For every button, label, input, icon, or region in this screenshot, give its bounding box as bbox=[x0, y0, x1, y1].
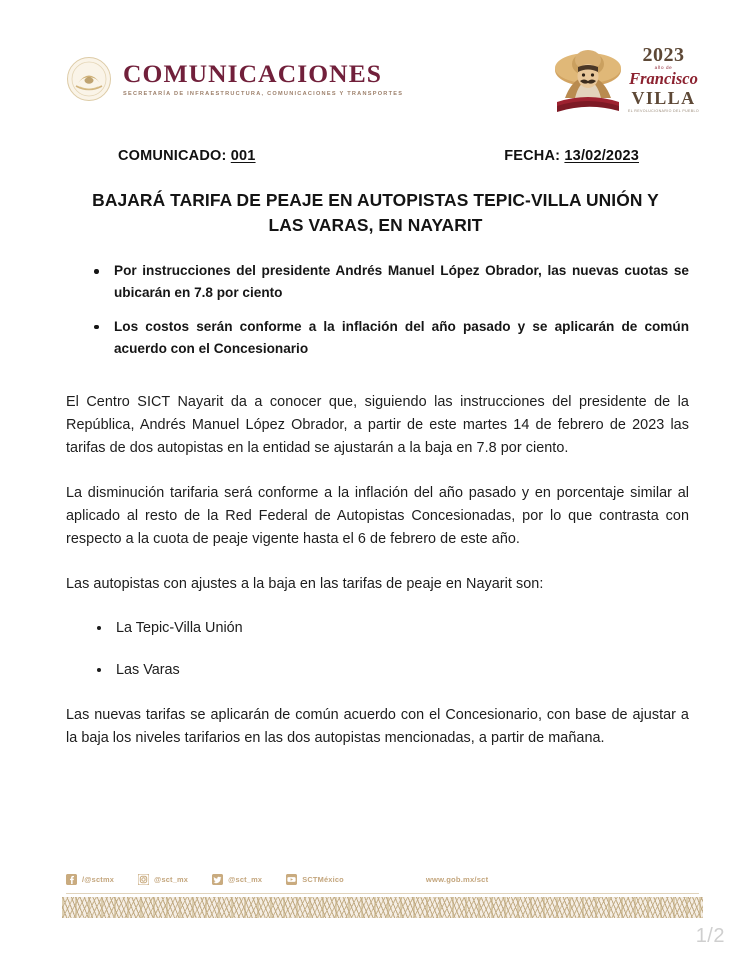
facebook-icon bbox=[66, 874, 77, 885]
social-link-instagram[interactable] bbox=[138, 874, 188, 885]
fecha-label: FECHA: bbox=[504, 148, 561, 164]
youtube-handle: SCTMéxico bbox=[302, 874, 344, 884]
highway-list bbox=[66, 617, 689, 682]
fecha-value: 13/02/2023 bbox=[564, 148, 639, 164]
commemorative-surname: VILLA bbox=[631, 87, 696, 108]
instagram-handle: @sct_mx bbox=[154, 874, 189, 884]
brand-title: COMUNICACIONES bbox=[123, 58, 383, 88]
body-paragraph-2: La disminución tarifaria será conforme a la inflación del año pasado y en porcentaje similar al aplicado al resto de la Red Federal de Autopistas Concesionadas, por lo que contrasta con respecto a la cuota de peaje vigente hasta el 6 de febrero de este año. bbox=[66, 484, 689, 548]
list-item: Por instrucciones del presidente Andrés Manuel López Obrador, las nuevas cuotas se ubicarán en 7.8 por ciento bbox=[92, 260, 689, 304]
document-header bbox=[0, 0, 751, 120]
page-indicator: 1/2 bbox=[695, 925, 725, 947]
body-paragraph-4: Las nuevas tarifas se aplicarán de común acuerdo con el Concesionario, con base de ajustar a la baja los niveles tarifarios en las dos autopistas mencionadas, a partir de mañana. bbox=[66, 706, 689, 747]
social-link-youtube[interactable] bbox=[286, 874, 344, 885]
comunicado-value: 001 bbox=[230, 148, 256, 164]
commemorative-ano-del: año de bbox=[654, 64, 673, 70]
youtube-icon bbox=[286, 874, 297, 885]
list-item: La Tepic-Villa Unión bbox=[94, 617, 689, 640]
document-body bbox=[0, 391, 751, 751]
twitter-handle: @sct_mx bbox=[228, 874, 263, 884]
comunicado-field bbox=[118, 148, 256, 164]
sict-brand-lockup bbox=[66, 56, 403, 102]
social-link-facebook[interactable] bbox=[66, 874, 114, 885]
commemorative-name: Francisco bbox=[629, 69, 698, 89]
highlight-bullet-list bbox=[0, 260, 751, 370]
list-item: Los costos serán conforme a la inflación del año pasado y se aplicarán de común acuerdo con el Concesionario bbox=[92, 316, 689, 360]
website-url[interactable]: www.gob.mx/sct bbox=[425, 874, 489, 884]
list-item: Las Varas bbox=[94, 659, 689, 682]
commemorative-year: 2023 bbox=[642, 43, 685, 66]
mexican-coat-of-arms-icon bbox=[66, 56, 112, 102]
prehispanic-pattern-band-icon bbox=[62, 897, 703, 918]
page-title: BAJARÁ TARIFA DE PEAJE EN AUTOPISTAS TEPIC-VILLA UNIÓN Y LAS VARAS, EN NAYARIT bbox=[92, 190, 659, 236]
social-link-twitter[interactable] bbox=[212, 874, 262, 885]
fecha-field bbox=[504, 148, 639, 164]
brand-text-block bbox=[123, 58, 404, 98]
document-meta-row bbox=[0, 148, 751, 164]
commemorative-tagline: EL REVOLUCIONARIO DEL PUEBLO bbox=[627, 108, 699, 113]
facebook-handle: /@sctmx bbox=[82, 874, 115, 884]
commemorative-wordmark bbox=[628, 45, 699, 114]
commemorative-logo bbox=[551, 40, 699, 118]
body-paragraph-1: El Centro SICT Nayarit da a conocer que, siguiendo las instrucciones del presidente de la República, Andrés Manuel López Obrador, a partir de este martes 14 de febrero de 2023 las tarifas de dos autopistas en la entidad se ajustarán a la baja en 7.8 por ciento. bbox=[66, 393, 689, 457]
instagram-icon bbox=[138, 874, 149, 885]
twitter-icon bbox=[212, 874, 223, 885]
document-footer bbox=[0, 870, 751, 918]
body-paragraph-3: Las autopistas con ajustes a la baja en las tarifas de peaje en Nayarit son: bbox=[66, 575, 544, 592]
footer-divider bbox=[66, 893, 699, 894]
comunicado-label: COMUNICADO: bbox=[118, 148, 227, 164]
francisco-villa-portrait-icon bbox=[551, 40, 625, 118]
brand-subtitle: SECRETARÍA DE INFRAESTRUCTURA, COMUNICACIONES Y TRANSPORTES bbox=[123, 91, 404, 98]
social-links-row bbox=[0, 870, 751, 888]
